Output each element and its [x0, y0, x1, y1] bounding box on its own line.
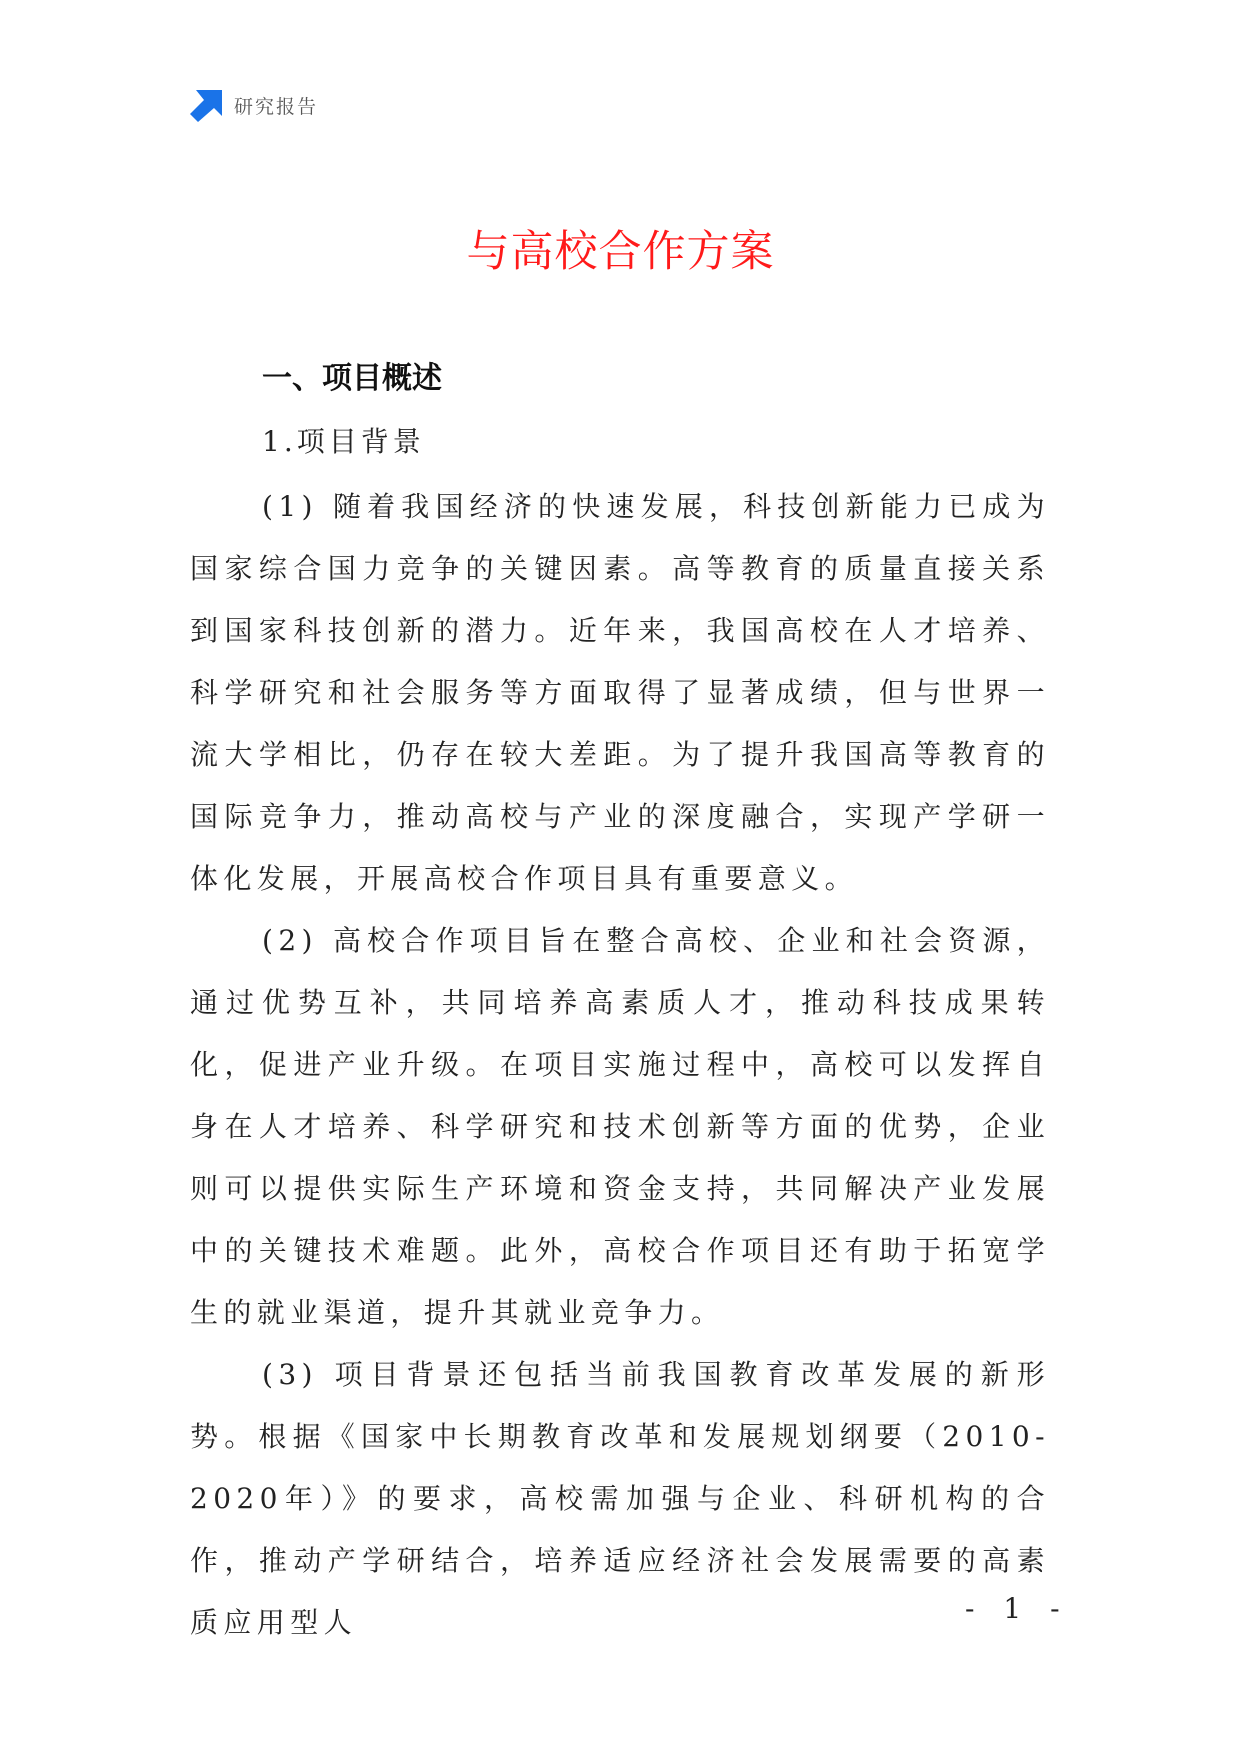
document-body	[190, 352, 1050, 1654]
page-header	[190, 88, 318, 122]
page-number: - 1 -	[965, 1592, 1070, 1625]
paragraph-3: (3) 项目背景还包括当前我国教育改革发展的新形势。根据《国家中长期教育改革和发展规划纲要（2010-2020年）》的要求，高校需加强与企业、科研机构的合作，推动产学研结合，培养适应经济社会发展需要的高素质应用型人	[190, 1358, 1050, 1639]
document-title: 与高校合作方案	[466, 227, 775, 277]
section-heading: 一、项目概述	[262, 361, 442, 396]
paragraph-2: (2) 高校合作项目旨在整合高校、企业和社会资源，通过优势互补，共同培养高素质人才，推动科技成果转化，促进产业升级。在项目实施过程中，高校可以发挥自身在人才培养、科学研究和技术创新等方面的优势，企业则可以提供实际生产环境和资金支持，共同解决产业发展中的关键技术难题。此外，高校合作项目还有助于拓宽学生的就业渠道，提升其就业竞争力。	[190, 924, 1050, 1329]
arrow-up-right-icon	[190, 88, 224, 122]
sub-heading: 1.项目背景	[262, 425, 425, 458]
header-label: 研究报告	[234, 95, 319, 118]
paragraph-1: (1) 随着我国经济的快速发展，科技创新能力已成为国家综合国力竞争的关键因素。高等教育的质量直接关系到国家科技创新的潜力。近年来，我国高校在人才培养、科学研究和社会服务等方面取得了显著成绩，但与世界一流大学相比，仍存在较大差距。为了提升我国高等教育的国际竞争力，推动高校与产业的深度融合，实现产学研一体化发展，开展高校合作项目具有重要意义。	[190, 490, 1050, 895]
